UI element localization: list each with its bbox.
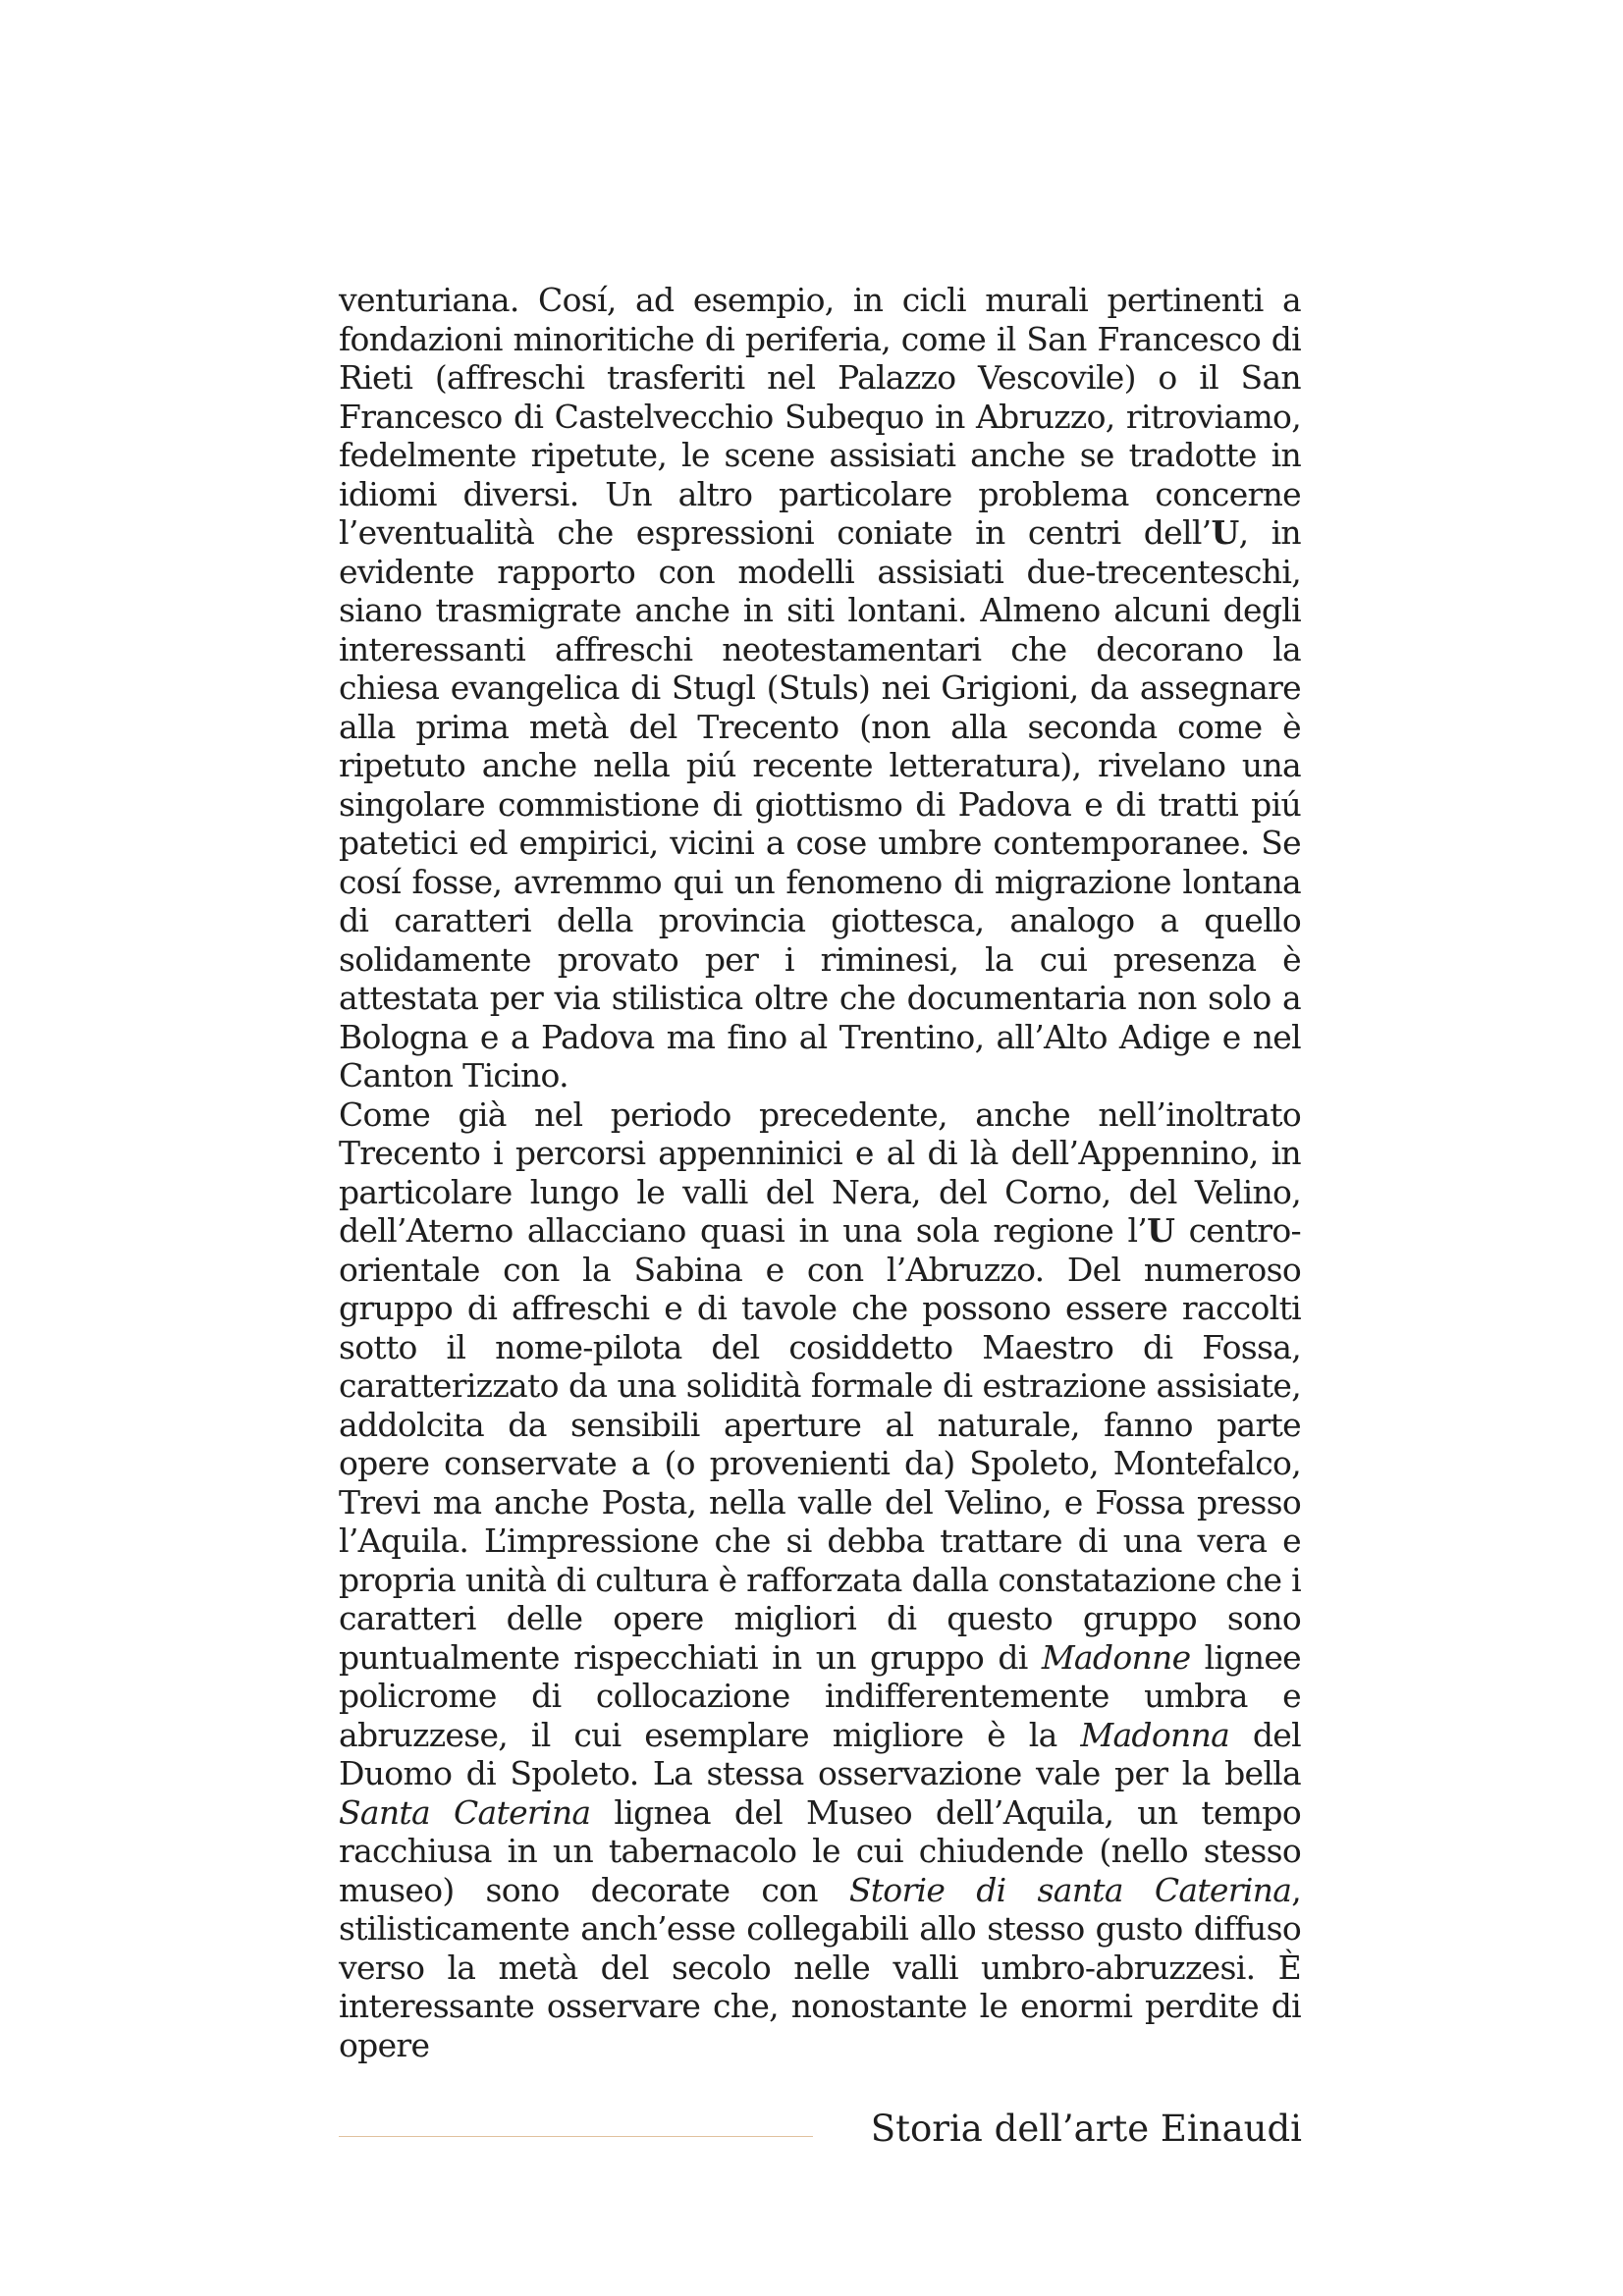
text-run-bold: U	[1147, 1211, 1175, 1250]
text-run: Come già nel periodo precedente, anche nell’inoltrato Trecento i percorsi appenninici e al di là dell’Appennino, in particolare lungo le valli del Nera, del Corno, del Velino, dell’Aterno allacciano quasi in una sola regione l’	[339, 1095, 1301, 1250]
footer-title: Storia dell’arte Einaudi	[870, 2108, 1302, 2150]
text-run: centro-orientale con la Sabina e con l’Abruzzo. Del numeroso gruppo di affreschi e di tavole che possono essere raccolti sotto il nome-pilota del cosiddetto Maestro di Fossa, caratterizzato da una solidità formale di estrazione assisiate, addolcita da sensibili aperture al naturale, fanno parte opere conservate a (o provenienti da) Spoleto, Montefalco, Trevi ma anche Posta, nella valle del Velino, e Fossa presso l’Aquila. L’impressione che si debba trattare di una vera e propria unità di cultura è rafforzata dalla constatazione che i caratteri delle opere migliori di questo gruppo sono puntualmente rispecchiati in un gruppo di	[339, 1211, 1301, 1677]
text-run-bold: U	[1211, 513, 1239, 552]
text-run: , in evidente rapporto con modelli assisiati due-trecenteschi, siano trasmigrate anche in siti lontani. Almeno alcuni degli interessanti affreschi neotestamentari che decorano la chiesa evangelica di Stugl (Stuls) nei Grigioni, da assegnare alla prima metà del Trecento (non alla seconda come è ripetuto anche nella piú recente letteratura), rivelano una singolare commistione di giottismo di Padova e di tratti piú patetici ed empirici, vicini a cose umbre contemporanee. Se cosí fosse, avremmo qui un fenomeno di migrazione lontana di caratteri della provincia giottesca, analogo a quello solidamente provato per i riminesi, la cui presenza è attestata per via stilistica oltre che documentaria non solo a Bologna e a Padova ma fino al Trentino, all’Alto Adige e nel Canton Ticino.	[339, 513, 1301, 1095]
paragraph-2	[339, 1095, 1301, 2065]
footer-rule	[339, 2136, 813, 2137]
text-run: del Duomo di Spoleto. La stessa osservazione vale per la bella	[339, 1715, 1301, 1792]
text-run: venturiana. Cosí, ad esempio, in cicli murali pertinenti a fondazioni minoritiche di periferia, come il San Francesco di Rieti (affreschi trasferiti nel Palazzo Vescovile) o il San Francesco di Castelvecchio Subequo in Abruzzo, ritroviamo, fedelmente ripetute, le scene assisiati anche se tradotte in idiomi diversi. Un altro particolare problema concerne l’eventualità che espressioni coniate in centri dell’	[339, 281, 1301, 552]
text-run-italic: Madonne	[1041, 1637, 1191, 1677]
text-run: lignee policrome di collocazione indifferentemente umbra e abruzzese, il cui esemplare migliore è la	[339, 1637, 1301, 1754]
text-run: , stilisticamente anch’esse collegabili allo stesso gusto diffuso verso la metà del secolo nelle valli umbro-abruzzesi. È interessante osservare che, nonostante le enormi perdite di opere	[339, 1870, 1301, 2064]
text-run-italic: Madonna	[1080, 1715, 1230, 1754]
text-run-italic: Storie di santa Caterina	[848, 1870, 1292, 1909]
body-text	[339, 281, 1301, 2064]
text-run-italic: Santa Caterina	[339, 1792, 591, 1832]
paragraph-1	[339, 281, 1301, 1095]
text-run: lignea del Museo dell’Aquila, un tempo racchiusa in un tabernacolo le cui chiudende (nello stesso museo) sono decorate con	[339, 1792, 1301, 1909]
